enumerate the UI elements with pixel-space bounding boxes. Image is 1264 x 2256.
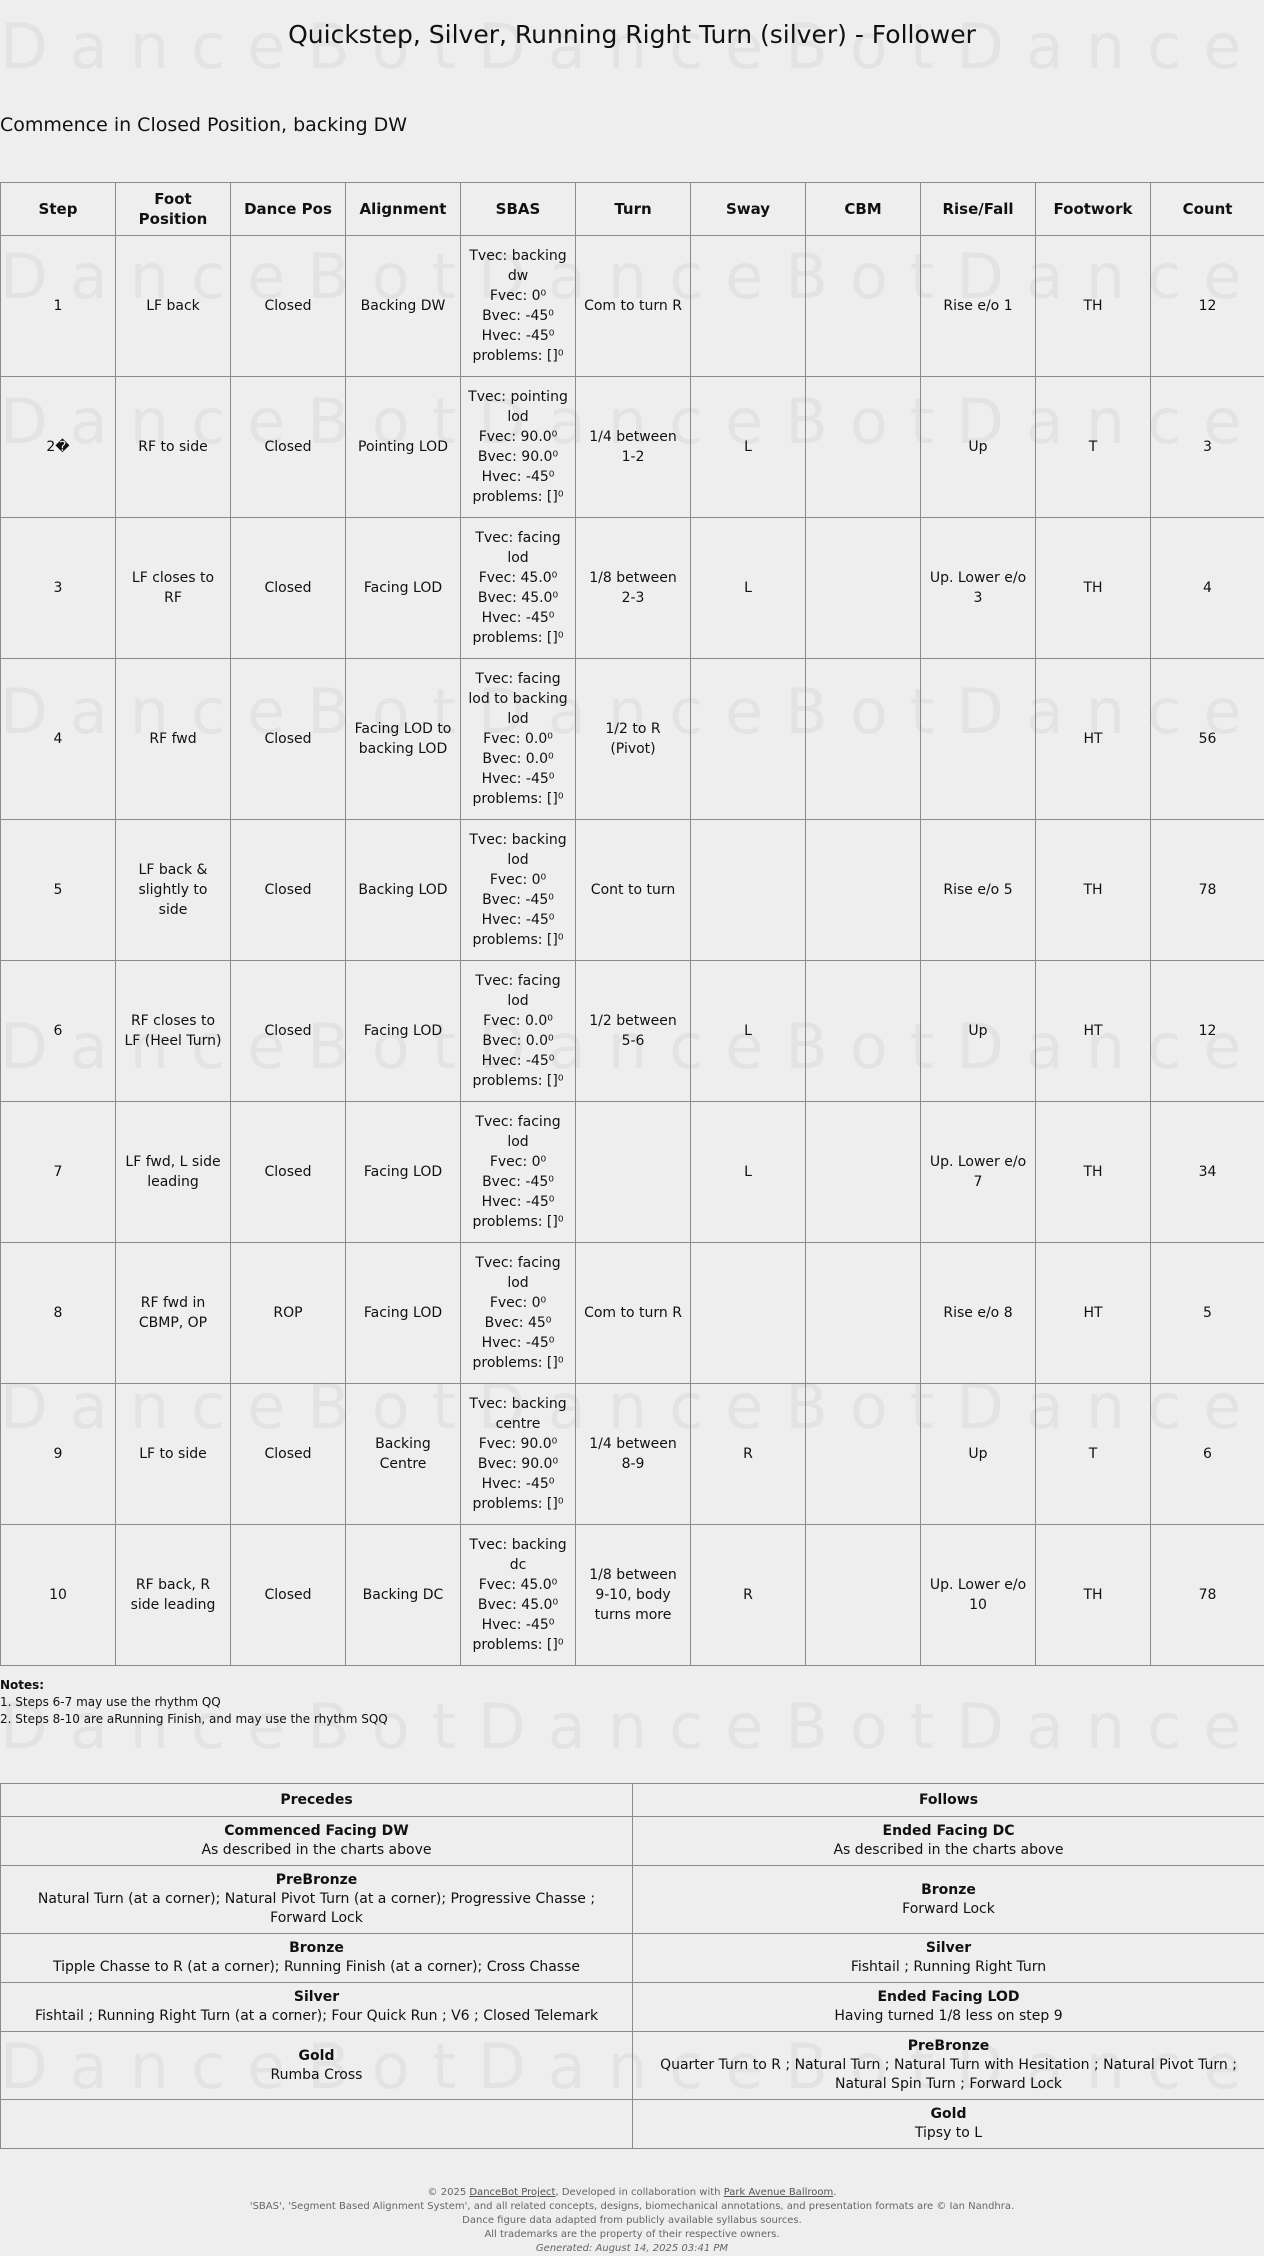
data-source-note: Dance figure data adapted from publicly available syllabus sources. <box>462 2215 802 2226</box>
sbas-line: Bvec: -45⁰ <box>482 892 554 908</box>
sbas-line: Bvec: 0.0⁰ <box>482 1033 554 1049</box>
sbas-line: Tvec: facing lod <box>475 1114 561 1150</box>
table-row <box>1 1983 1264 2032</box>
sbas-line: Fvec: 90.0⁰ <box>478 1436 558 1452</box>
sbas-cell <box>461 961 576 1102</box>
sway: L <box>691 961 806 1102</box>
footwork: TH <box>1036 820 1151 961</box>
group-figures: Fishtail ; Running Right Turn (at a corner); Four Quick Run ; V6 ; Closed Telemark <box>34 2008 599 2024</box>
follows-header: Follows <box>633 1784 1264 1817</box>
sbas-line: Fvec: 45.0⁰ <box>478 1577 558 1593</box>
alignment: Backing DW <box>346 236 461 377</box>
dance-position: Closed <box>231 1102 346 1243</box>
sbas-line: Tvec: facing lod to backing lod <box>468 671 568 727</box>
follows-cell <box>633 1983 1264 2032</box>
sbas-line: Tvec: facing lod <box>475 973 561 1009</box>
sbas-line: problems: []⁰ <box>472 489 564 505</box>
group-figures: Tipsy to L <box>914 2125 983 2141</box>
dance-position: Closed <box>231 1525 346 1666</box>
sbas-cell <box>461 1525 576 1666</box>
table-row <box>1 2032 1264 2100</box>
step-number: 7 <box>1 1102 116 1243</box>
notes-label: Notes: <box>0 1678 45 1692</box>
sbas-line: Hvec: -45⁰ <box>481 1476 555 1492</box>
cbm <box>806 236 921 377</box>
count: 4 <box>1151 518 1264 659</box>
sway: L <box>691 377 806 518</box>
footwork: TH <box>1036 236 1151 377</box>
foot-position: RF to side <box>116 377 231 518</box>
column-header: SBAS <box>461 183 576 236</box>
alignment: Facing LOD <box>346 518 461 659</box>
turn: 1/2 to R (Pivot) <box>576 659 691 820</box>
precedes-header: Precedes <box>1 1784 633 1817</box>
sway <box>691 1243 806 1384</box>
sbas-line: Bvec: 45⁰ <box>484 1315 552 1331</box>
group-name: Silver <box>293 1989 340 2005</box>
rise-fall: Rise e/o 8 <box>921 1243 1036 1384</box>
footwork: HT <box>1036 961 1151 1102</box>
foot-position: LF back & slightly to side <box>116 820 231 961</box>
sbas-line: Hvec: -45⁰ <box>481 328 555 344</box>
collab-text: , Developed in collaboration with <box>555 2187 724 2198</box>
rise-fall: Up <box>921 961 1036 1102</box>
table-row <box>1 1866 1264 1934</box>
sbas-cell <box>461 1384 576 1525</box>
sbas-line: Fvec: 45.0⁰ <box>478 570 558 586</box>
sway: R <box>691 1384 806 1525</box>
column-header: CBM <box>806 183 921 236</box>
sbas-line: problems: []⁰ <box>472 791 564 807</box>
table-row <box>1 1243 1264 1384</box>
alignment: Facing LOD <box>346 1243 461 1384</box>
sbas-line: Hvec: -45⁰ <box>481 771 555 787</box>
sbas-line: Hvec: -45⁰ <box>481 1335 555 1351</box>
turn <box>576 1102 691 1243</box>
dance-position: Closed <box>231 377 346 518</box>
sbas-line: Bvec: 45.0⁰ <box>477 1597 559 1613</box>
column-header: Turn <box>576 183 691 236</box>
foot-position: RF closes to LF (Heel Turn) <box>116 961 231 1102</box>
follows-cell <box>633 2100 1264 2149</box>
sbas-line: Bvec: 90.0⁰ <box>477 1456 559 1472</box>
count: 78 <box>1151 820 1264 961</box>
sbas-line: Tvec: backing dc <box>469 1537 567 1573</box>
sway: L <box>691 518 806 659</box>
sbas-line: Tvec: facing lod <box>475 1255 561 1291</box>
cbm <box>806 1525 921 1666</box>
steps-table <box>0 182 1264 1666</box>
commence-position: Commence in Closed Position, backing DW <box>0 114 408 136</box>
group-figures: Fishtail ; Running Right Turn <box>850 1959 1047 1975</box>
sbas-line: Tvec: backing centre <box>469 1396 567 1432</box>
turn: 1/2 between 5-6 <box>576 961 691 1102</box>
sbas-line: Bvec: 45.0⁰ <box>477 590 559 606</box>
group-name: PreBronze <box>907 2038 990 2054</box>
group-figures: Rumba Cross <box>270 2066 363 2083</box>
dance-position: ROP <box>231 1243 346 1384</box>
count: 3 <box>1151 377 1264 518</box>
cbm <box>806 659 921 820</box>
column-header: Rise/Fall <box>921 183 1036 236</box>
step-number: 8 <box>1 1243 116 1384</box>
count: 56 <box>1151 659 1264 820</box>
foot-position: LF to side <box>116 1384 231 1525</box>
column-header: Footwork <box>1036 183 1151 236</box>
sbas-line: problems: []⁰ <box>472 1637 564 1653</box>
sbas-line: Hvec: -45⁰ <box>481 1617 555 1633</box>
sbas-line: Fvec: 0.0⁰ <box>483 731 553 747</box>
foot-position: LF fwd, L side leading <box>116 1102 231 1243</box>
turn: Cont to turn <box>576 820 691 961</box>
group-name: Gold <box>930 2106 967 2122</box>
sbas-line: Hvec: -45⁰ <box>481 610 555 626</box>
table-row <box>1 820 1264 961</box>
turn: 1/8 between 2-3 <box>576 518 691 659</box>
table-row <box>1 2100 1264 2149</box>
group-name: Ended Facing LOD <box>877 1989 1020 2005</box>
sbas-line: Hvec: -45⁰ <box>481 1194 555 1210</box>
follows-cell <box>633 1934 1264 1983</box>
sbas-line: Tvec: backing lod <box>469 832 567 868</box>
footer-period: . <box>833 2187 837 2198</box>
cbm <box>806 377 921 518</box>
group-name: Gold <box>298 2047 335 2064</box>
sbas-cell <box>461 820 576 961</box>
count: 12 <box>1151 236 1264 377</box>
dancebot-project-link[interactable]: DanceBot Project <box>469 2187 556 2198</box>
sbas-line: problems: []⁰ <box>472 630 564 646</box>
group-name: Commenced Facing DW <box>224 1823 409 1839</box>
step-number: 3 <box>1 518 116 659</box>
footwork: TH <box>1036 1102 1151 1243</box>
step-number: 1 <box>1 236 116 377</box>
sbas-line: Fvec: 0.0⁰ <box>483 1013 553 1029</box>
precedes-follows-table <box>0 1783 1264 2149</box>
rise-fall: Up <box>921 377 1036 518</box>
sbas-cell <box>461 1243 576 1384</box>
table-row <box>1 659 1264 820</box>
step-number: 9 <box>1 1384 116 1525</box>
alignment: Backing Centre <box>346 1384 461 1525</box>
step-number: 5 <box>1 820 116 961</box>
dance-position: Closed <box>231 659 346 820</box>
sbas-cell <box>461 518 576 659</box>
group-figures: Forward Lock <box>902 1900 995 1917</box>
turn: Com to turn R <box>576 1243 691 1384</box>
copyright-text: © 2025 <box>427 2187 470 2198</box>
table-row <box>1 961 1264 1102</box>
table-row <box>1 1384 1264 1525</box>
sbas-line: Fvec: 0⁰ <box>489 1295 547 1311</box>
sbas-line: problems: []⁰ <box>472 1214 564 1230</box>
sbas-line: Fvec: 0⁰ <box>489 1154 547 1170</box>
table-row <box>1 1934 1264 1983</box>
sbas-cell <box>461 236 576 377</box>
notes <box>0 1677 388 1728</box>
footer <box>0 2186 1264 2256</box>
cbm <box>806 1102 921 1243</box>
dance-position: Closed <box>231 236 346 377</box>
rise-fall: Rise e/o 1 <box>921 236 1036 377</box>
column-header: Dance Pos <box>231 183 346 236</box>
footwork: T <box>1036 1384 1151 1525</box>
footwork: TH <box>1036 1525 1151 1666</box>
precedes-cell <box>1 2032 633 2100</box>
group-figures: Tipple Chasse to R (at a corner); Running Finish (at a corner); Cross Chasse <box>53 1959 580 1975</box>
follows-cell <box>633 1817 1264 1866</box>
sbas-line: problems: []⁰ <box>472 932 564 948</box>
sbas-line: Bvec: -45⁰ <box>482 308 554 324</box>
follows-cell <box>633 1866 1264 1934</box>
turn: 1/4 between 1-2 <box>576 377 691 518</box>
cbm <box>806 518 921 659</box>
alignment: Backing LOD <box>346 820 461 961</box>
note-item: 1. Steps 6-7 may use the rhythm QQ <box>0 1695 221 1709</box>
step-number: 10 <box>1 1525 116 1666</box>
footwork: HT <box>1036 1243 1151 1384</box>
alignment: Pointing LOD <box>346 377 461 518</box>
table-row <box>1 1102 1264 1243</box>
cbm <box>806 1243 921 1384</box>
count: 6 <box>1151 1384 1264 1525</box>
sway <box>691 820 806 961</box>
dance-position: Closed <box>231 1384 346 1525</box>
count: 12 <box>1151 961 1264 1102</box>
sbas-line: Tvec: backing dw <box>469 248 567 284</box>
sbas-line: Hvec: -45⁰ <box>481 912 555 928</box>
rise-fall: Rise e/o 5 <box>921 820 1036 961</box>
column-header: Count <box>1151 183 1264 236</box>
sway <box>691 236 806 377</box>
column-header: Step <box>1 183 116 236</box>
turn: Com to turn R <box>576 236 691 377</box>
column-header: Sway <box>691 183 806 236</box>
rise-fall: Up <box>921 1384 1036 1525</box>
foot-position: LF closes to RF <box>116 518 231 659</box>
rise-fall: Up. Lower e/o 3 <box>921 518 1036 659</box>
precedes-cell <box>1 1817 633 1866</box>
footwork: HT <box>1036 659 1151 820</box>
table-row <box>1 377 1264 518</box>
group-name: PreBronze <box>275 1872 358 1888</box>
sbas-copyright: 'SBAS', 'Segment Based Alignment System', and all related concepts, designs, biomechanical annotations, and presentation formats are © Ian Nandhra. <box>249 2201 1015 2212</box>
group-name: Bronze <box>921 1881 976 1898</box>
generated-timestamp: Generated: August 14, 2025 03:41 PM <box>535 2243 729 2254</box>
count: 5 <box>1151 1243 1264 1384</box>
sbas-line: Fvec: 90.0⁰ <box>478 429 558 445</box>
sway: R <box>691 1525 806 1666</box>
cbm <box>806 961 921 1102</box>
count: 78 <box>1151 1525 1264 1666</box>
alignment: Facing LOD <box>346 961 461 1102</box>
group-name: Bronze <box>289 1940 344 1956</box>
step-number: 4 <box>1 659 116 820</box>
trademark-note: All trademarks are the property of their respective owners. <box>484 2229 780 2240</box>
rise-fall <box>921 659 1036 820</box>
sbas-cell <box>461 1102 576 1243</box>
dance-position: Closed <box>231 961 346 1102</box>
sway <box>691 659 806 820</box>
step-number: 6 <box>1 961 116 1102</box>
sway: L <box>691 1102 806 1243</box>
rise-fall: Up. Lower e/o 10 <box>921 1525 1036 1666</box>
alignment: Facing LOD <box>346 1102 461 1243</box>
foot-position: RF back, R side leading <box>116 1525 231 1666</box>
footwork: TH <box>1036 518 1151 659</box>
sbas-line: Hvec: -45⁰ <box>481 469 555 485</box>
precedes-cell <box>1 1866 633 1934</box>
sbas-line: Tvec: facing lod <box>475 530 561 566</box>
alignment: Facing LOD to backing LOD <box>346 659 461 820</box>
group-figures: As described in the charts above <box>833 1842 1064 1858</box>
dance-position: Closed <box>231 820 346 961</box>
precedes-cell <box>1 2100 633 2149</box>
group-figures: Natural Turn (at a corner); Natural Pivot Turn (at a corner); Progressive Chasse ; Forward Lock <box>37 1891 596 1926</box>
sbas-line: Fvec: 0⁰ <box>489 288 547 304</box>
follows-cell <box>633 2032 1264 2100</box>
sbas-line: Bvec: 0.0⁰ <box>482 751 554 767</box>
group-name: Ended Facing DC <box>882 1823 1015 1839</box>
cbm <box>806 1384 921 1525</box>
steps-header-row <box>1 183 1264 236</box>
foot-position: RF fwd in CBMP, OP <box>116 1243 231 1384</box>
turn: 1/8 between 9-10, body turns more <box>576 1525 691 1666</box>
foot-position: RF fwd <box>116 659 231 820</box>
column-header: Foot Position <box>116 183 231 236</box>
step-number: 2� <box>1 377 116 518</box>
table-row <box>1 1525 1264 1666</box>
sbas-line: problems: []⁰ <box>472 348 564 364</box>
sbas-line: Tvec: pointing lod <box>468 389 568 425</box>
group-figures: Having turned 1/8 less on step 9 <box>834 2008 1063 2024</box>
sbas-cell <box>461 659 576 820</box>
cbm <box>806 820 921 961</box>
count: 34 <box>1151 1102 1264 1243</box>
foot-position: LF back <box>116 236 231 377</box>
sbas-line: problems: []⁰ <box>472 1073 564 1089</box>
footwork: T <box>1036 377 1151 518</box>
park-avenue-ballroom-link[interactable]: Park Avenue Ballroom <box>723 2187 834 2198</box>
turn: 1/4 between 8-9 <box>576 1384 691 1525</box>
rise-fall: Up. Lower e/o 7 <box>921 1102 1036 1243</box>
sbas-line: Hvec: -45⁰ <box>481 1053 555 1069</box>
sbas-cell <box>461 377 576 518</box>
sbas-line: Bvec: 90.0⁰ <box>477 449 559 465</box>
dance-position: Closed <box>231 518 346 659</box>
page-title: Quickstep, Silver, Running Right Turn (silver) - Follower <box>288 20 976 49</box>
table-row <box>1 1817 1264 1866</box>
precedes-cell <box>1 1983 633 2032</box>
precedes-cell <box>1 1934 633 1983</box>
column-header: Alignment <box>346 183 461 236</box>
table-row <box>1 236 1264 377</box>
alignment: Backing DC <box>346 1525 461 1666</box>
group-figures: As described in the charts above <box>201 1842 432 1858</box>
sbas-line: problems: []⁰ <box>472 1355 564 1371</box>
sbas-line: Fvec: 0⁰ <box>489 872 547 888</box>
group-figures: Quarter Turn to R ; Natural Turn ; Natural Turn with Hesitation ; Natural Pivot Turn ; Natural Spin Turn ; Forward Lock <box>660 2057 1237 2092</box>
sbas-line: problems: []⁰ <box>472 1496 564 1512</box>
table-row <box>1 518 1264 659</box>
group-name: Silver <box>925 1940 972 1956</box>
note-item: 2. Steps 8-10 are aRunning Finish, and may use the rhythm SQQ <box>0 1712 388 1726</box>
sbas-line: Bvec: -45⁰ <box>482 1174 554 1190</box>
